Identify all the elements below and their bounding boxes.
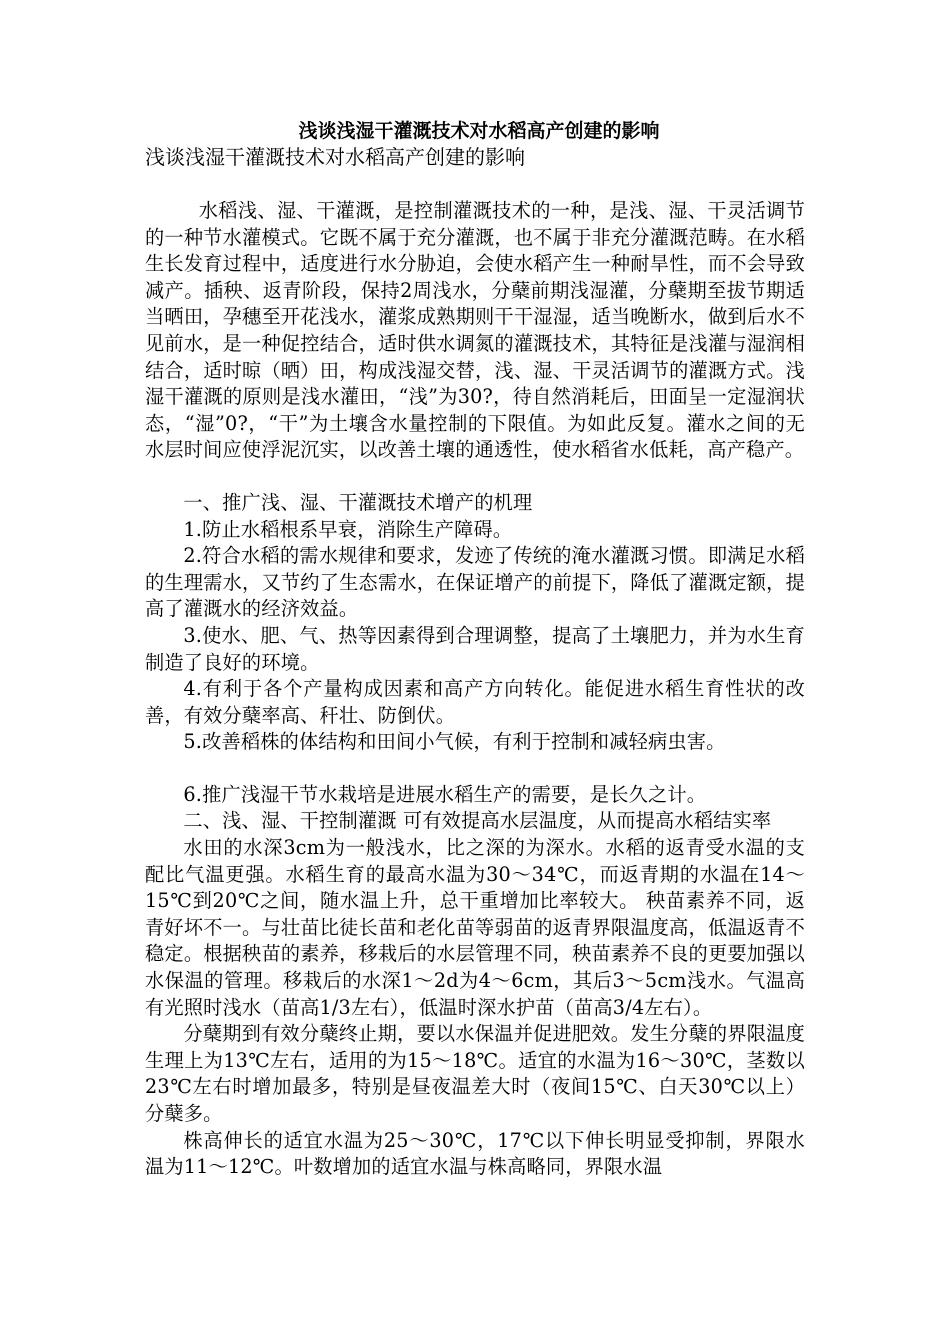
document-subtitle: 浅谈浅湿干灌溉技术对水稻高产创建的影响 bbox=[145, 145, 525, 169]
point-2: 2.符合水稻的需水规律和要求，发迹了传统的淹水灌溉习惯。即满足水稻的生理需水，又节约了生态需水，在保证增产的前提下，降低了灌溉定额，提高了灌溉水的经济效益。 bbox=[145, 544, 805, 621]
point-3: 3.使水、肥、气、热等因素得到合理调整，提高了土壤肥力，并为水生育制造了良好的环境。 bbox=[145, 623, 805, 674]
tillering-paragraph: 分蘖期到有效分蘖终止期，要以水保温并促进肥效。发生分蘖的界限温度生理上为13℃左右，适用的为15～18℃。适宜的水温为16～30℃，茎数以23℃左右时增加最多，特别是昼夜温差大时（夜间15℃、白天30℃以上）分蘖多。 bbox=[145, 1022, 805, 1125]
section-2-heading: 二、浅、湿、干控制灌溉 可有效提高水层温度，从而提高水稻结实率 bbox=[183, 809, 772, 833]
paragraph-gap bbox=[145, 756, 805, 782]
document-page bbox=[145, 118, 805, 1181]
water-depth-paragraph: 水田的水深3cm为一般浅水，比之深的为深水。水稻的返青受水温的支配比气温更强。水稻生育的最高水温为30～34℃，而返青期的水温在14～15℃到20℃之间，随水温上升，总干重增加比率较大。 秧苗素养不同，返青好坏不一。与壮苗比徒长苗和老化苗等弱苗的返青界限温度高，低温返青不稳定。根据秧苗的素养，移栽后的水层管理不同，秧苗素养不良的更要加强以水保温的管理。移栽后的水深1～2d为4～6cm，其后3～5cm浅水。气温高有光照时浅水（苗高1/3左右），低温时深水护苗（苗高3/4左右）。 bbox=[145, 836, 805, 1019]
point-6: 6.推广浅湿干节水栽培是进展水稻生产的需要，是长久之计。 bbox=[183, 782, 707, 806]
point-4: 4.有利于各个产量构成因素和高产方向转化。能促进水稻生育性状的改善，有效分蘖率高、秆壮、防倒伏。 bbox=[145, 677, 805, 727]
document-title: 浅谈浅湿干灌溉技术对水稻高产创建的影响 bbox=[298, 120, 660, 142]
point-1: 1.防止水稻根系早衰，消除生产障碍。 bbox=[183, 517, 513, 541]
plant-height-paragraph: 株高伸长的适宜水温为25～30℃，17℃以下伸长明显受抑制，界限水温为11～12℃。叶数增加的适宜水温与株高略同，界限水温 bbox=[145, 1128, 805, 1179]
point-5: 5.改善稻株的体结构和田间小气候，有利于控制和减轻病虫害。 bbox=[183, 730, 726, 754]
intro-paragraph: 水稻浅、湿、干灌溉，是控制灌溉技术的一种，是浅、湿、干灵活调节的一种节水灌模式。它既不属于充分灌溉，也不属于非充分灌溉范畴。在水稻生长发育过程中，适度进行水分胁迫，会使水稻产生一种耐旱性，而不会导致减产。插秧、返青阶段，保持2周浅水，分蘖前期浅湿灌，分蘖期至拔节期适当晒田，孕穗至开花浅水，灌浆成熟期则干干湿湿，适当晚断水，做到后水不见前水，是一种促控结合，适时供水调氮的灌溉技术，其特征是浅灌与湿润相结合，适时晾（晒）田，构成浅湿交替，浅、湿、干灵活调节的灌溉方式。浅湿干灌溉的原则是浅水灌田，“浅”为30?，待自然消耗后，田面呈一定湿润状态，“湿”0?，“干”为土壤含水量控制的下限值。为如此反复。灌水之间的无水层时间应使浮泥沉实，以改善土壤的通透性，使水稻省水低耗，高产稳产。 bbox=[145, 199, 805, 462]
paragraph-gap bbox=[145, 464, 805, 490]
section-1-heading: 一、推广浅、湿、干灌溉技术增产的机理 bbox=[183, 490, 533, 514]
